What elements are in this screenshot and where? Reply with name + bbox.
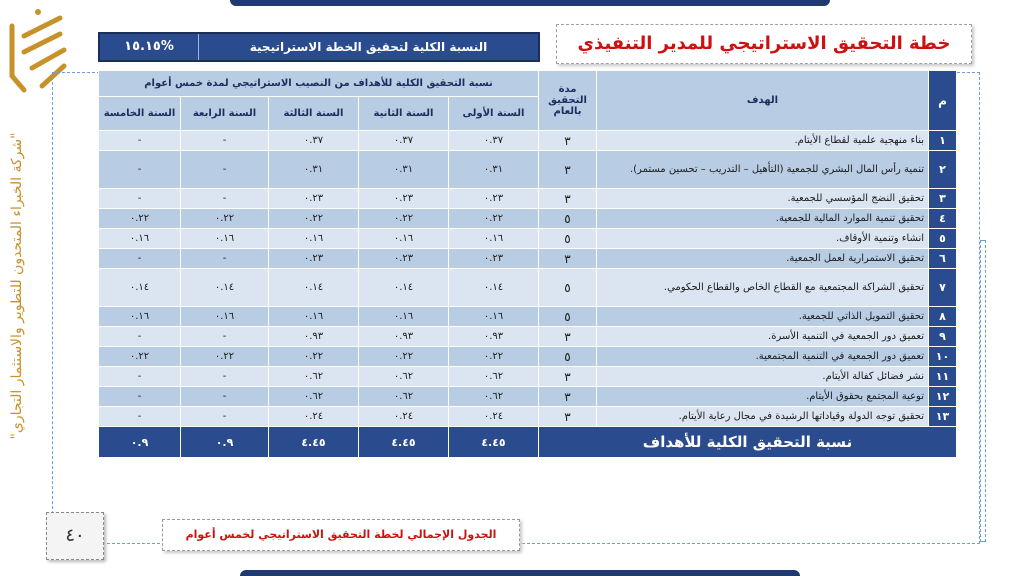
row-year-1: ٠.٦٢: [449, 367, 539, 387]
row-year-1: ٠.٢٣: [449, 249, 539, 269]
row-year-5: ٠.١٦: [99, 229, 181, 249]
table-row: [99, 249, 957, 269]
row-year-5: -: [99, 151, 181, 189]
table-row: [99, 327, 957, 347]
row-goal: تعميق دور الجمعية في التنمية المجتمعية.: [597, 347, 929, 367]
row-year-1: ٠.٢٣: [449, 189, 539, 209]
row-year-2: ٠.٢٣: [359, 249, 449, 269]
table-row: [99, 347, 957, 367]
row-year-3: ٠.٢٣: [269, 189, 359, 209]
row-num: ١: [929, 131, 957, 151]
total-year-3: ٤.٤٥: [269, 427, 359, 458]
header-year-4: السنة الرابعة: [181, 97, 269, 131]
row-num: ١٣: [929, 407, 957, 427]
row-duration: ٣: [539, 407, 597, 427]
table-row: [99, 189, 957, 209]
row-goal: تحقيق توجه الدولة وقياداتها الرشيدة في مجال رعاية الأيتام.: [597, 407, 929, 427]
row-duration: ٣: [539, 367, 597, 387]
strategic-plan-table: [98, 70, 957, 458]
row-year-2: ٠.٢٢: [359, 209, 449, 229]
row-year-5: -: [99, 131, 181, 151]
table-row: [99, 407, 957, 427]
table-row: [99, 209, 957, 229]
row-duration: ٣: [539, 387, 597, 407]
row-year-4: -: [181, 189, 269, 209]
row-year-1: ٠.٢٤: [449, 407, 539, 427]
row-year-1: ٠.١٦: [449, 229, 539, 249]
row-year-4: -: [181, 407, 269, 427]
row-year-2: ٠.٩٣: [359, 327, 449, 347]
row-duration: ٣: [539, 249, 597, 269]
table-row: [99, 367, 957, 387]
row-year-5: ٠.٢٢: [99, 209, 181, 229]
row-year-2: ٠.٢٣: [359, 189, 449, 209]
row-year-2: ٠.٢٢: [359, 347, 449, 367]
row-year-4: -: [181, 249, 269, 269]
overall-ratio-value: %١٥.١٥: [124, 39, 174, 54]
row-year-2: ٠.٢٤: [359, 407, 449, 427]
row-num: ٦: [929, 249, 957, 269]
row-year-4: ٠.٢٢: [181, 209, 269, 229]
row-year-5: -: [99, 387, 181, 407]
table-caption: الجدول الإجمالي لخطة التحقيق الاستراتيجي لخمس أعوام: [162, 519, 520, 551]
row-goal: تحقيق التمويل الذاتي للجمعية.: [597, 307, 929, 327]
page-title: خطة التحقيق الاستراتيجي للمدير التنفيذي: [556, 24, 972, 64]
row-num: ١١: [929, 367, 957, 387]
row-year-5: -: [99, 189, 181, 209]
row-duration: ٥: [539, 347, 597, 367]
row-goal: تحقيق تنمية الموارد المالية للجمعية.: [597, 209, 929, 229]
header-year-1: السنة الأولى: [449, 97, 539, 131]
header-duration: مدة التحقيق بالعام: [539, 71, 597, 131]
row-num: ٣: [929, 189, 957, 209]
row-year-3: ٠.٩٣: [269, 327, 359, 347]
row-year-1: ٠.٣٧: [449, 131, 539, 151]
row-year-3: ٠.١٦: [269, 307, 359, 327]
table-row: [99, 307, 957, 327]
table-row: [99, 387, 957, 407]
row-goal: نشر فضائل كفالة الأيتام.: [597, 367, 929, 387]
row-year-4: ٠.١٦: [181, 229, 269, 249]
row-year-2: ٠.٦٢: [359, 367, 449, 387]
row-year-3: ٠.٢٢: [269, 347, 359, 367]
row-year-4: ٠.٢٢: [181, 347, 269, 367]
overall-ratio-label: النسبة الكلية لتحقيق الخطة الاستراتيجية: [198, 34, 538, 60]
total-year-5: ٠.٩: [99, 427, 181, 458]
row-year-1: ٠.٦٢: [449, 387, 539, 407]
header-year-2: السنة الثانية: [359, 97, 449, 131]
row-duration: ٥: [539, 269, 597, 307]
row-year-3: ٠.٣٧: [269, 131, 359, 151]
top-decor-bar: [230, 0, 830, 6]
row-year-1: ٠.٣١: [449, 151, 539, 189]
row-year-5: ٠.١٦: [99, 307, 181, 327]
row-year-3: ٠.٢٢: [269, 209, 359, 229]
header-year-3: السنة الثالثة: [269, 97, 359, 131]
row-goal: تحقيق الاستمرارية لعمل الجمعية.: [597, 249, 929, 269]
row-goal: تنمية رأس المال البشري للجمعية (التأهيل – التدريب – تحسين مستمر).: [597, 151, 929, 189]
header-year-5: السنة الخامسة: [99, 97, 181, 131]
row-duration: ٥: [539, 229, 597, 249]
row-goal: تعميق دور الجمعية في التنمية الأسرة.: [597, 327, 929, 347]
row-year-5: -: [99, 327, 181, 347]
header-group: نسبة التحقيق الكلية للأهداف من النصيب الاستراتيجي لمدة خمس أعوام: [99, 71, 539, 97]
row-year-4: -: [181, 151, 269, 189]
total-label: نسبة التحقيق الكلية للأهداف: [539, 427, 957, 458]
row-num: ٤: [929, 209, 957, 229]
row-year-1: ٠.١٤: [449, 269, 539, 307]
row-year-4: -: [181, 131, 269, 151]
row-year-5: ٠.٢٢: [99, 347, 181, 367]
row-year-4: ٠.١٦: [181, 307, 269, 327]
total-year-4: ٠.٩: [181, 427, 269, 458]
row-num: ٧: [929, 269, 957, 307]
row-year-3: ٠.٦٢: [269, 367, 359, 387]
row-duration: ٥: [539, 209, 597, 229]
row-goal: تحقيق النضج المؤسسي للجمعية.: [597, 189, 929, 209]
row-year-2: ٠.١٦: [359, 307, 449, 327]
row-duration: ٣: [539, 327, 597, 347]
row-year-4: -: [181, 367, 269, 387]
bottom-decor-bar: [240, 570, 800, 576]
row-year-3: ٠.١٦: [269, 229, 359, 249]
header-num: م: [929, 71, 957, 131]
row-year-2: ٠.١٤: [359, 269, 449, 307]
company-name-vertical: "شركة الخبراء المتحدون للتطوير والاستثمار التجاري": [9, 132, 25, 440]
row-year-3: ٠.٢٤: [269, 407, 359, 427]
row-year-5: ٠.١٤: [99, 269, 181, 307]
row-year-3: ٠.٢٣: [269, 249, 359, 269]
total-year-2: ٤.٤٥: [359, 427, 449, 458]
row-num: ٩: [929, 327, 957, 347]
row-year-1: ٠.١٦: [449, 307, 539, 327]
overall-ratio-box: [98, 32, 540, 62]
right-frame: [980, 240, 986, 542]
table-row: [99, 269, 957, 307]
row-year-3: ٠.١٤: [269, 269, 359, 307]
row-year-5: -: [99, 249, 181, 269]
row-num: ١٠: [929, 347, 957, 367]
table-row: [99, 229, 957, 249]
row-year-4: -: [181, 327, 269, 347]
row-duration: ٥: [539, 307, 597, 327]
row-year-1: ٠.٢٢: [449, 347, 539, 367]
row-num: ٢: [929, 151, 957, 189]
row-goal: تحقيق الشراكة المجتمعية مع القطاع الخاص والقطاع الحكومي.: [597, 269, 929, 307]
row-year-5: -: [99, 367, 181, 387]
row-duration: ٣: [539, 151, 597, 189]
row-goal: توعية المجتمع بحقوق الأيتام.: [597, 387, 929, 407]
table-row: [99, 151, 957, 189]
row-num: ٨: [929, 307, 957, 327]
row-year-3: ٠.٣١: [269, 151, 359, 189]
row-duration: ٣: [539, 131, 597, 151]
row-year-3: ٠.٦٢: [269, 387, 359, 407]
row-duration: ٣: [539, 189, 597, 209]
header-goal: الهدف: [597, 71, 929, 131]
row-goal: انشاء وتنمية الأوقاف.: [597, 229, 929, 249]
row-year-1: ٠.٩٣: [449, 327, 539, 347]
row-num: ٥: [929, 229, 957, 249]
row-year-2: ٠.٣٧: [359, 131, 449, 151]
row-year-2: ٠.١٦: [359, 229, 449, 249]
row-year-2: ٠.٦٢: [359, 387, 449, 407]
total-year-1: ٤.٤٥: [449, 427, 539, 458]
row-year-1: ٠.٢٢: [449, 209, 539, 229]
page-number: ٤٠: [46, 512, 104, 560]
row-year-2: ٠.٣١: [359, 151, 449, 189]
row-year-5: -: [99, 407, 181, 427]
row-goal: بناء منهجية علمية لقطاع الأيتام.: [597, 131, 929, 151]
row-num: ١٢: [929, 387, 957, 407]
table-row: [99, 131, 957, 151]
row-year-4: -: [181, 387, 269, 407]
row-year-4: ٠.١٤: [181, 269, 269, 307]
